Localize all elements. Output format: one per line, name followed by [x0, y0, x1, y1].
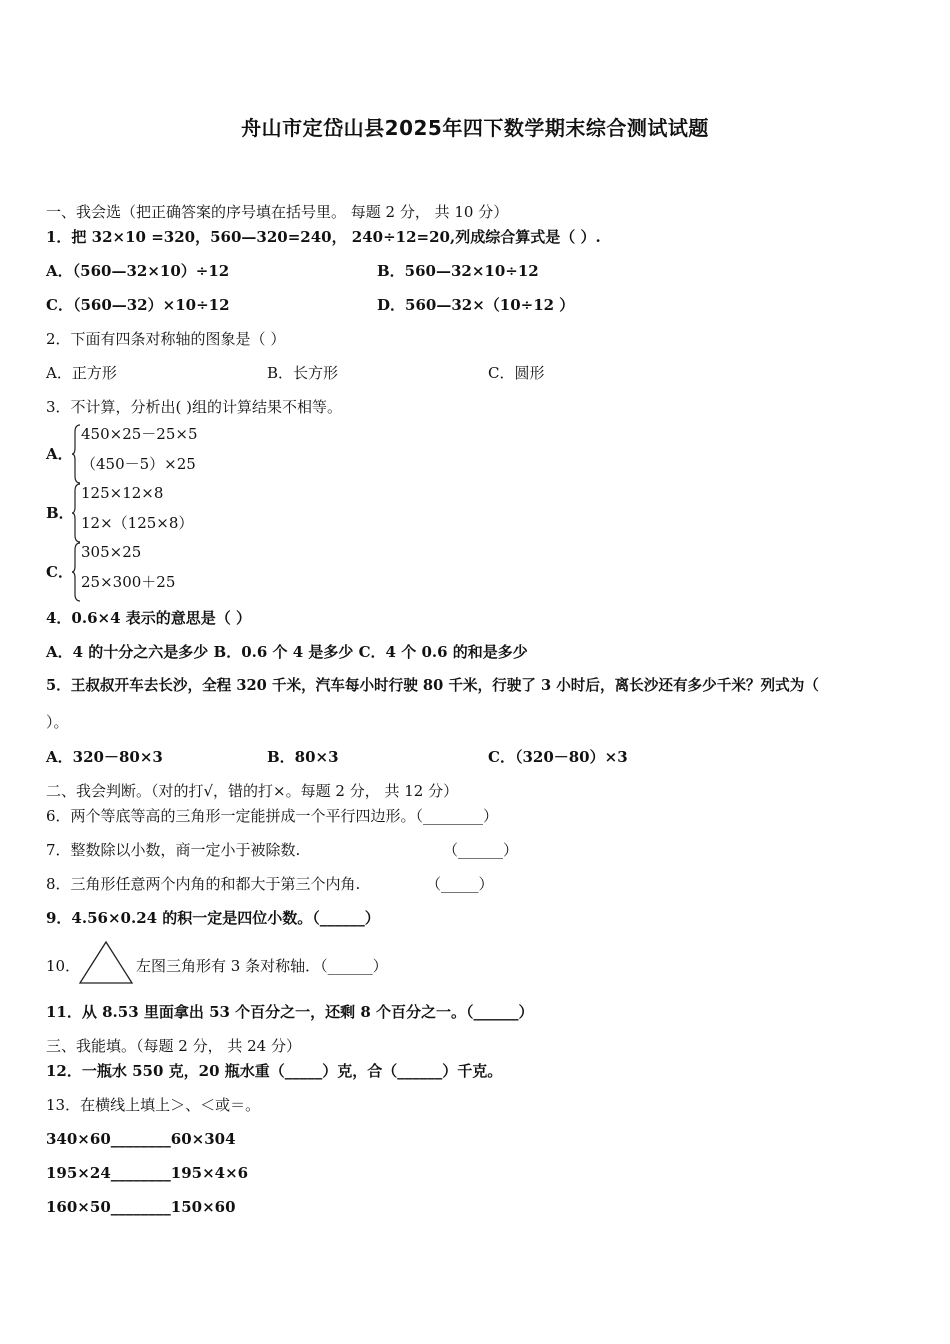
q5-option-b: B．80×3 [267, 748, 339, 766]
question-6: 6．两个等底等高的三角形一定能拼成一个平行四边形。（________） [46, 807, 499, 825]
q3-option-a-expr-1: 450×25－25×5 [81, 425, 198, 443]
question-9: 9．4.56×0.24 的积一定是四位小数。（______） [46, 909, 380, 927]
question-7: 7．整数除以小数，商一定小于被除数. [46, 841, 301, 859]
question-5-stem-cont: ）。 [46, 713, 69, 731]
question-5-stem: 5．王叔叔开车去长沙，全程 320 千米，汽车每小时行驶 80 千米，行驶了 3 小时后，离长沙还有多少千米？列式为（ [46, 677, 819, 694]
question-2-stem: 2．下面有四条对称轴的图象是（ ） [46, 330, 286, 348]
question-7-blank: （______） [443, 841, 519, 859]
q13-compare-row: 340×60________60×304 [46, 1130, 236, 1148]
q5-option-a: A．320－80×3 [46, 748, 163, 766]
q3-option-b-label: B． [46, 504, 74, 522]
q3-option-c-expr-1: 305×25 [81, 543, 142, 561]
q2-option-b: B．长方形 [267, 364, 339, 382]
q2-option-a: A．正方形 [46, 364, 117, 382]
question-1-stem: 1．把 32×10 =320，560—320=240， 240÷12=20,列成综合算式是（ ）. [46, 228, 601, 246]
q13-compare-row: 160×50________150×60 [46, 1198, 236, 1216]
question-3-stem: 3．不计算，分析出( )组的计算结果不相等。 [46, 398, 343, 416]
q3-option-a-expr-2: （450－5）×25 [81, 455, 196, 473]
q13-compare-row: 195×24________195×4×6 [46, 1164, 249, 1182]
section-3-header: 三、我能填。（每题 2 分， 共 24 分） [46, 1037, 301, 1055]
q3-option-b-expr-2: 12×（125×8） [81, 514, 194, 532]
section-1-header: 一、我会选（把正确答案的序号填在括号里。 每题 2 分， 共 10 分） [46, 203, 509, 221]
q3-option-c-expr-2: 25×300＋25 [81, 573, 176, 591]
q1-option-d: D．560—32×（10÷12 ） [377, 296, 575, 314]
question-12: 12．一瓶水 550 克，20 瓶水重（_____）克，合（______）千克。 [46, 1062, 503, 1080]
equilateral-triangle-figure [78, 940, 134, 986]
question-4-stem: 4．0.6×4 表示的意思是（ ） [46, 609, 251, 627]
question-11: 11．从 8.53 里面拿出 53 个百分之一，还剩 8 个百分之一。（______） [46, 1003, 534, 1021]
question-8-blank: （_____） [426, 875, 494, 893]
q3-option-a-label: A． [46, 445, 73, 463]
q1-option-b: B．560—32×10÷12 [377, 262, 539, 280]
q4-options: A．4 的十分之六是多少 B．0.6 个 4 是多少 C．4 个 0.6 的和是多少 [46, 643, 528, 661]
q3-option-b-expr-1: 125×12×8 [81, 484, 164, 502]
section-2-header: 二、我会判断。（对的打√，错的打×。每题 2 分， 共 12 分） [46, 782, 459, 800]
q5-option-c: C．（320－80）×3 [488, 748, 628, 766]
q2-option-c: C．圆形 [488, 364, 545, 382]
q3-option-c-label: C． [46, 563, 73, 581]
question-10-text: 左图三角形有 3 条对称轴．（______） [136, 957, 388, 975]
page-title: 舟山市定岱山县2025年四下数学期末综合测试试题 [241, 116, 709, 140]
q1-option-a: A．（560—32×10）÷12 [46, 262, 230, 280]
question-13-stem: 13．在横线上填上＞、＜或＝。 [46, 1096, 261, 1114]
q1-option-c: C．（560—32）×10÷12 [46, 296, 230, 314]
question-10-number: 10． [46, 957, 81, 975]
question-8: 8．三角形任意两个内角的和都大于第三个内角. [46, 875, 361, 893]
